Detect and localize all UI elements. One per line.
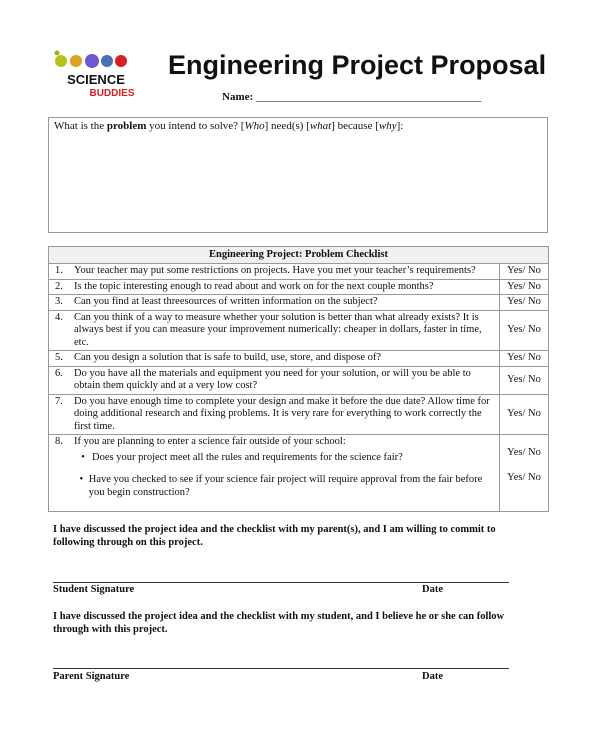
table-row: 3. Can you find at least threesources of written information on the subject? Yes/ No	[49, 295, 549, 311]
yes-no-answer[interactable]: Yes/ No	[500, 279, 549, 295]
yes-no-answer[interactable]: Yes/ No	[500, 394, 549, 435]
student-signature-line[interactable]	[53, 582, 509, 583]
checklist-header: Engineering Project: Problem Checklist	[49, 247, 549, 264]
parent-signature-label: Parent Signature	[53, 671, 130, 682]
table-row: 7. Do you have enough time to complete your design and make it before the due date? Allow time for doing additional research and fixing problems. It is very rare for everything to work correctly the first time. Yes/ No	[49, 394, 549, 435]
student-statement: I have discussed the project idea and the checklist with my parent(s), and I am willing to commit to following through on this project.	[53, 524, 496, 548]
parent-date-label: Date	[422, 671, 443, 682]
table-row: 4. Can you think of a way to measure whether your solution is better than what already exists? It is always best if you can measure your improvement numerically: cheaper in dollars, faster in time, etc. Yes/ No	[49, 310, 549, 351]
problem-box[interactable]	[48, 117, 548, 233]
yes-no-answer[interactable]: Yes/ No	[507, 447, 541, 458]
parent-signature-line[interactable]	[53, 668, 509, 669]
name-line: _________________________________________	[255, 91, 482, 103]
table-row: 2. Is the topic interesting enough to read about and work on for the next couple months? Yes/ No	[49, 279, 549, 295]
parent-statement: I have discussed the project idea and the checklist with my student, and I believe he or she can follow through with this project.	[53, 611, 505, 635]
svg-text:SCIENCE: SCIENCE	[67, 72, 125, 87]
table-row: 5. Can you design a solution that is safe to build, use, store, and dispose of? Yes/ No	[49, 351, 549, 367]
page-title: Engineering Project Proposal	[168, 50, 547, 80]
bullet-icon: •	[81, 451, 85, 463]
student-signature-label: Student Signature	[53, 584, 135, 595]
yes-no-answer[interactable]: Yes/ No	[500, 264, 549, 280]
yes-no-answer[interactable]: Yes/ No	[507, 471, 541, 483]
yes-no-answer[interactable]: Yes/ No	[500, 310, 549, 351]
table-row: 1. Your teacher may put some restrictions on projects. Have you met your teacher’s requirements? Yes/ No	[49, 264, 549, 280]
bullet-icon: •	[79, 474, 84, 485]
table-row: 8. If you are planning to enter a science fair outside of your school: • Does your project meet all the rules and requirements for the science fair? • Have you checked to see if your science fair project will require approval from the fair before you begin construction? Yes/ No Yes/ No	[49, 435, 549, 512]
table-row: 6. Do you have all the materials and equipment you need for your solution, or will you be able to obtain them quickly and at a very low cost? Yes/ No	[49, 366, 549, 394]
yes-no-answer[interactable]: Yes/ No	[500, 295, 549, 311]
svg-text:BUDDIES: BUDDIES	[89, 88, 135, 99]
student-date-label: Date	[422, 584, 443, 595]
name-field[interactable]	[222, 91, 481, 103]
science-buddies-logo	[52, 40, 140, 100]
yes-no-answer[interactable]: Yes/ No	[500, 366, 549, 394]
yes-no-answer[interactable]: Yes/ No	[500, 351, 549, 367]
problem-checklist	[48, 246, 549, 512]
problem-prompt: What is the problem you intend to solve? [Who] need(s) [what] because [why]:	[54, 120, 404, 132]
name-label: Name:	[222, 91, 254, 103]
